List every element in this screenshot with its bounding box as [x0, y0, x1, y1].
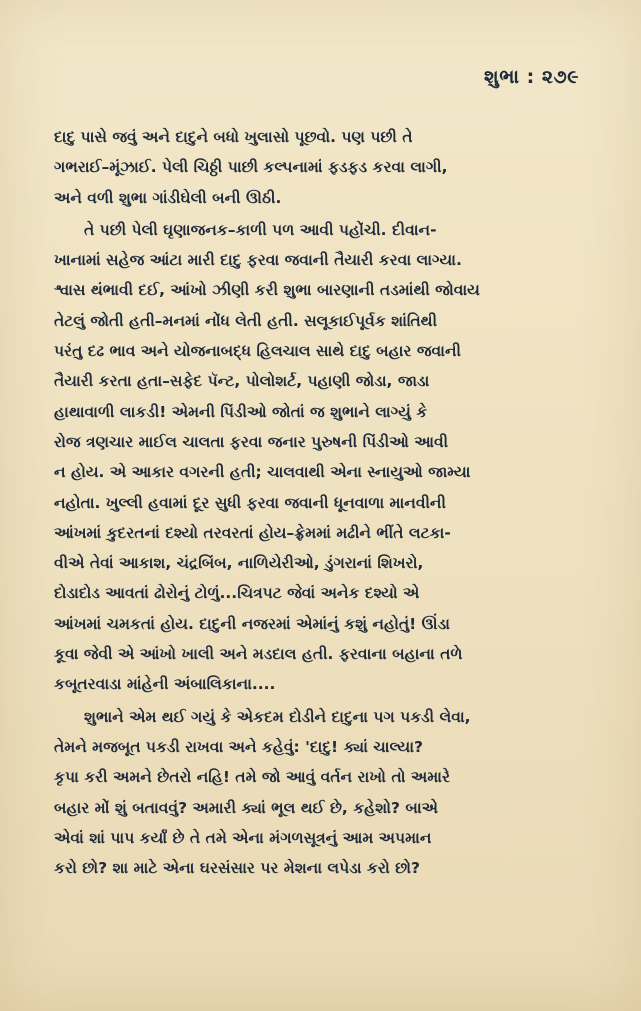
text-line: ખાનામાં સહેજ આંટા મારી દાદુ ફરવા જવાની તૈયારી કરવા લાગ્યા. [54, 251, 462, 270]
text-line: શ્વાસ થંભાવી દઈ, આંખો ઝીણી કરી શુભા બારણાની તડમાંથી જોવાય [54, 281, 480, 300]
text-line: તે પછી પેલી ઘૃણાજનક–કાળી પળ આવી પહોંચી. દીવાન- [84, 220, 437, 239]
text-line: કબૂતરવાડા માંહેની અંબાલિકાના.... [54, 675, 276, 694]
text-line: ન હોય. એ આકાર વગરની હતી; ચાલવાથી એના સ્નાયુઓ જામ્યા [54, 463, 471, 482]
paragraph-2 [54, 215, 594, 700]
text-line: રોજ ત્રણચાર માઈલ ચાલતા ફરવા જનાર પુરુષની પિંડીઓ આવી [54, 432, 449, 451]
text-line: કૂવા જેવી એ આંખો ખાલી અને મડદાલ હતી. ફરવાના બહાના તળે [54, 645, 463, 664]
text-line: શુભાને એમ થઈ ગયું કે એકદમ દોડીને દાદુના પગ પકડી લેવા, [84, 707, 471, 726]
text-line: નહોતા. ખુલ્લી હવામાં દૂર સુધી ફરવા જવાની ધૂનવાળા માનવીની [54, 493, 446, 512]
text-line: દાદુ પાસે જવું અને દાદુને બધો ખુલાસો પૂછવો. પણ પછી તે [54, 128, 413, 146]
body-text [54, 122, 594, 885]
text-line: હાથાવાળી લાકડી! એમની પિંડીઓ જોતાં જ શુભાને લાગ્યું કે [54, 402, 428, 421]
paragraph-1 [54, 122, 594, 213]
text-line: કૃપા કરી અમને છેતરો નહિ! તમે જો આવું વર્તન રાખો તો અમારે [54, 768, 450, 787]
text-line: બહાર મોં શું બતાવવું? અમારી ક્યાં ભૂલ થઈ છે, કહેશો? બાએ [54, 798, 438, 817]
text-line: આંખમાં ચમકતાં હોય. દાદુની નજરમાં એમાંનું કશું નહોતું! ઊંડા [54, 614, 450, 633]
paragraph-3 [54, 702, 594, 884]
text-line: ગભરાઈ–મૂંઝાઈ. પેલી ચિઠ્ઠી પાછી કલ્પનામાં ફડફડ કરવા લાગી, [54, 158, 448, 177]
text-line: દોડાદોડ આવતાં ઢોરોનું ટોળું...ચિત્રપટ જેવાં અનેક દશ્યો એ [54, 584, 420, 603]
text-line: અને વળી શુભા ગાંડીઘેલી બની ઊઠી. [54, 188, 282, 207]
text-line: આંખમાં કુદરતનાં દશ્યો તરવરતાં હોય–ફ્રેમમાં મઢીને ભીંતે લટકા- [54, 523, 451, 542]
text-line: તૈયારી કરતા હતા–સફેદ પૅન્ટ, પોલોશર્ટ, પહાણી જોડા, જાડા [54, 372, 430, 391]
text-line: પરંતુ દઢ ભાવ અને યોજનાબદ્ધ હિલચાલ સાથે દાદુ બહાર જવાની [54, 342, 461, 361]
text-line: તેટલું જોતી હતી–મનમાં નોંધ લેતી હતી. સલૂકાઈપૂર્વક શાંતિથી [54, 311, 438, 330]
text-line: વીએ તેવાં આકાશ, ચંદ્રબિંબ, નાળિયેરીઓ, ડુંગરાનાં શિખરો, [54, 554, 424, 573]
text-line: એવાં શાં પાપ કર્યાં છે તે તમે એના મંગળસૂત્રનું આમ અપમાન [54, 828, 432, 847]
text-line: કરો છો? શા માટે એના ઘરસંસાર પર મેશના લપેડા કરો છો? [54, 859, 420, 878]
page-header: શુભા : ૨૭૯ [484, 66, 579, 88]
text-line: તેમને મજબૂત પકડી રાખવા અને કહેવું: 'દાદુ! ક્યાં ચાલ્યા? [54, 737, 424, 756]
